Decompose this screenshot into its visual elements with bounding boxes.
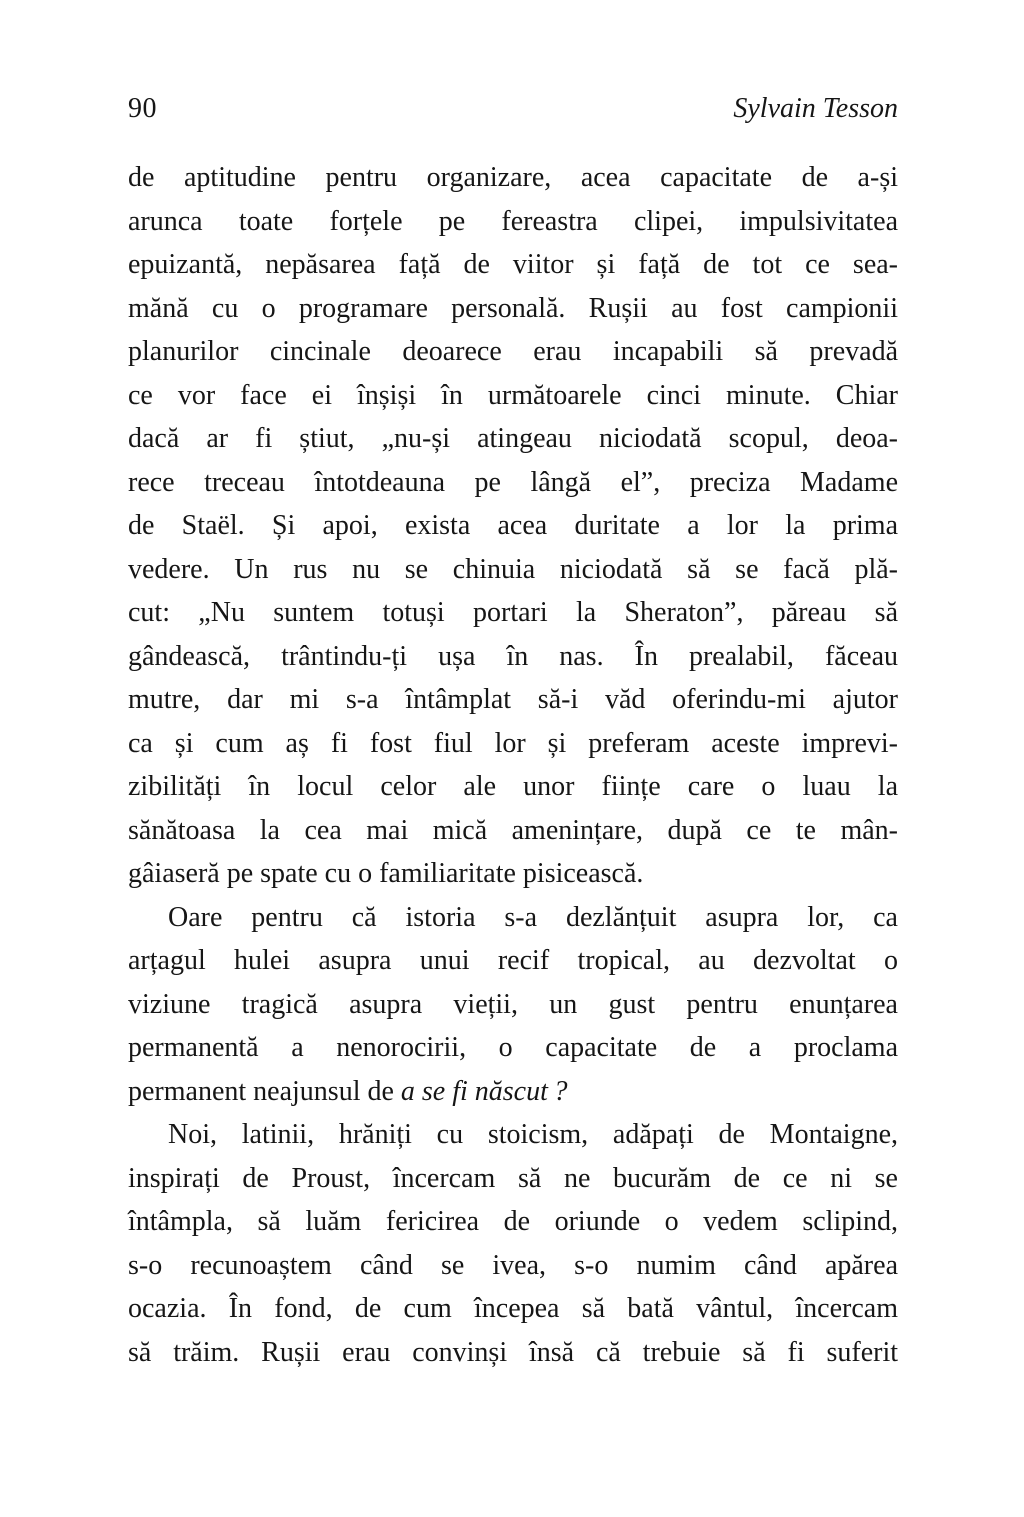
text-line: ca și cum aș fi fost fiul lor și preferam aceste imprevi- xyxy=(128,727,898,759)
text-line: Noi, latinii, hrăniți cu stoicism, adăpați de Montaigne, xyxy=(168,1119,898,1150)
text-line: să trăim. Rușii erau convinși însă că trebuie să fi suferit xyxy=(128,1336,898,1368)
text-line: sănătoasa la cea mai mică amenințare, după ce te mân- xyxy=(128,814,898,846)
text-line: de aptitudine pentru organizare, acea capacitate de a-și xyxy=(128,162,898,193)
text-line: permanentă a nenorocirii, o capacitate de a proclama xyxy=(128,1032,898,1063)
running-header-author: Sylvain Tesson xyxy=(733,93,898,124)
text-line: Oare pentru că istoria s-a dezlănțuit asupra lor, ca xyxy=(168,901,898,933)
text-line: arunca toate forțele pe fereastra clipei, impulsivitatea xyxy=(128,205,898,237)
text-line: gândească, trântindu-ți ușa în nas. În prealabil, făceau xyxy=(128,640,898,672)
italic-phrase: a se fi născut ? xyxy=(400,1075,568,1107)
body-text xyxy=(128,156,898,1374)
text-line: rece treceau întotdeauna pe lângă el”, preciza Madame xyxy=(128,466,898,498)
text-line: s-o recunoaștem când se ivea, s-o numim când apărea xyxy=(128,1249,898,1281)
text-line: vedere. Un rus nu se chinuia niciodată să se facă plă- xyxy=(128,553,898,585)
text-line: arțagul hulei asupra unui recif tropical, au dezvoltat o xyxy=(128,945,898,976)
text-line: întâmpla, să luăm fericirea de oriunde o vedem sclipind, xyxy=(128,1206,898,1237)
text-line: mănă cu o programare personală. Rușii au fost campionii xyxy=(128,292,898,324)
text-line: dacă ar fi știut, „nu-și atingeau niciodată scopul, deoa- xyxy=(128,423,898,454)
text-line: planurilor cincinale deoarece erau incapabili să prevadă xyxy=(128,336,898,367)
text-line: permanent neajunsul de a se fi născut ? xyxy=(128,1075,568,1107)
text-line: cut: „Nu suntem totuși portari la Sheraton”, păreau să xyxy=(128,597,898,628)
text-line: ocazia. În fond, de cum începea să bată vântul, încercam xyxy=(128,1293,898,1324)
text-line: zibilități în locul celor ale unor ființe care o luau la xyxy=(128,771,898,802)
text-line: inspirați de Proust, încercam să ne bucurăm de ce ni se xyxy=(128,1162,898,1194)
text-line: de Staël. Și apoi, exista acea duritate a lor la prima xyxy=(128,510,898,541)
running-header xyxy=(128,92,898,126)
text-line: mutre, dar mi s-a întâmplat să-i văd oferindu-mi ajutor xyxy=(128,684,898,715)
text-line: gâiaseră pe spate cu o familiaritate pisicească. xyxy=(128,858,644,889)
text-line: ce vor face ei înșiși în următoarele cinci minute. Chiar xyxy=(128,379,898,411)
text-line: viziune tragică asupra vieții, un gust pentru enunțarea xyxy=(128,988,898,1020)
text-line: epuizantă, nepăsarea față de viitor și față de tot ce sea- xyxy=(128,249,898,280)
page-number: 90 xyxy=(128,93,157,124)
